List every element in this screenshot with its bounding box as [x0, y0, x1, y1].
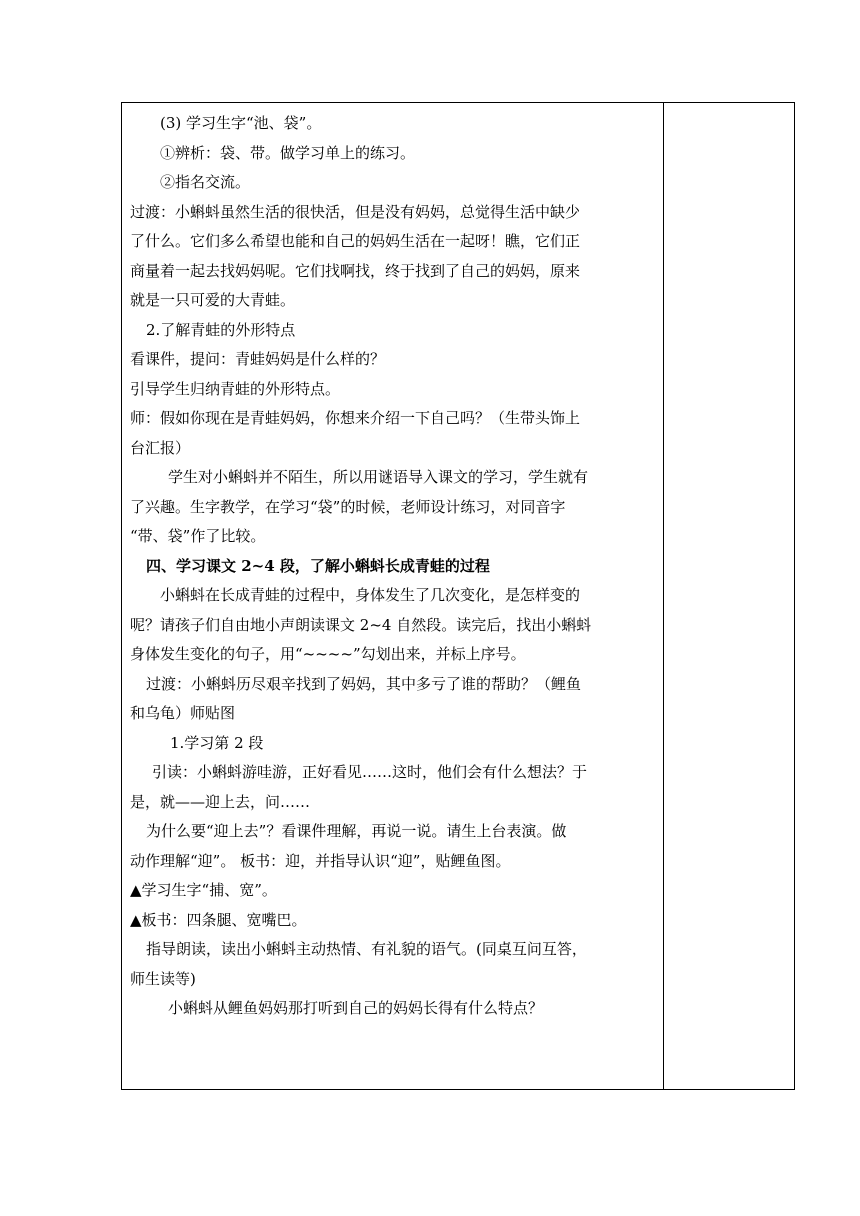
text-line: “带、袋”作了比较。 [130, 527, 266, 545]
text-line: 师生读等) [130, 969, 196, 988]
lesson-content-column [130, 109, 658, 1024]
text-line: ▲学习生字“捕、宽”。 [130, 881, 277, 899]
notes-column [664, 103, 794, 1089]
text-line: 为什么要“迎上去”？看课件理解，再说一说。请生上台表演。做 [146, 822, 567, 840]
text-line: 过渡：小蝌蚪虽然生活的很快活，但是没有妈妈，总觉得生活中缺少 [130, 202, 581, 221]
text-line: 师：假如你现在是青蛙妈妈，你想来介绍一下自己吗？（生带头饰上 [130, 409, 581, 427]
text-line: 和乌龟）师贴图 [130, 704, 236, 722]
text-line: 动作理解“迎”。 板书：迎，并指导认识“迎”，贴鲤鱼图。 [130, 851, 511, 870]
text-line: 小蝌蚪在长成青蛙的过程中，身体发生了几次变化，是怎样变的 [160, 586, 581, 604]
text-line: 是，就——迎上去，问…… [130, 792, 311, 811]
text-line: 过渡：小蝌蚪历尽艰辛找到了妈妈，其中多亏了谁的帮助？（鲤鱼 [146, 674, 582, 693]
text-line: 2.了解青蛙的外形特点 [146, 320, 296, 339]
text-line: 小蝌蚪从鲤鱼妈妈那打听到自己的妈妈长得有什么特点？ [168, 999, 544, 1017]
text-line: 四、学习课文 2~4 段，了解小蝌蚪长成青蛙的过程 [146, 556, 490, 575]
text-line: 1.学习第 2 段 [170, 733, 264, 752]
text-line: 商量着一起去找妈妈呢。它们找啊找，终于找到了自己的妈妈，原来 [130, 261, 581, 280]
text-line: 指导朗读，读出小蝌蚪主动热情、有礼貌的语气。(同桌互问互答， [146, 940, 587, 958]
text-line: 学生对小蝌蚪并不陌生，所以用谜语导入课文的学习，学生就有 [168, 468, 589, 486]
text-line: (3) 学习生字“池、袋”。 [160, 114, 322, 132]
text-line: 就是一只可爱的大青蛙。 [130, 291, 296, 309]
text-line: ①辨析：袋、带。做学习单上的练习。 [160, 143, 416, 162]
lesson-plan-table [121, 102, 795, 1090]
text-line: 了什么。它们多么希望也能和自己的妈妈生活在一起呀！瞧，它们正 [130, 232, 581, 250]
text-line: 引导学生归纳青蛙的外形特点。 [130, 379, 341, 398]
text-line: 了兴趣。生字教学，在学习“袋”的时候，老师设计练习，对同音字 [130, 497, 566, 516]
text-line: 看课件，提问：青蛙妈妈是什么样的？ [130, 350, 386, 368]
text-line: 引读：小蝌蚪游哇游，正好看见……这时，他们会有什么想法？于 [152, 763, 588, 781]
text-line: ②指名交流。 [160, 173, 251, 191]
text-line: 身体发生变化的句子，用“~~~~”勾划出来，并标上序号。 [130, 645, 526, 663]
text-line: ▲板书：四条腿、宽嘴巴。 [130, 910, 307, 929]
text-line: 台汇报） [130, 438, 191, 457]
text-line: 呢？请孩子们自由地小声朗读课文 2~4 自然段。读完后，找出小蝌蚪 [130, 615, 592, 634]
